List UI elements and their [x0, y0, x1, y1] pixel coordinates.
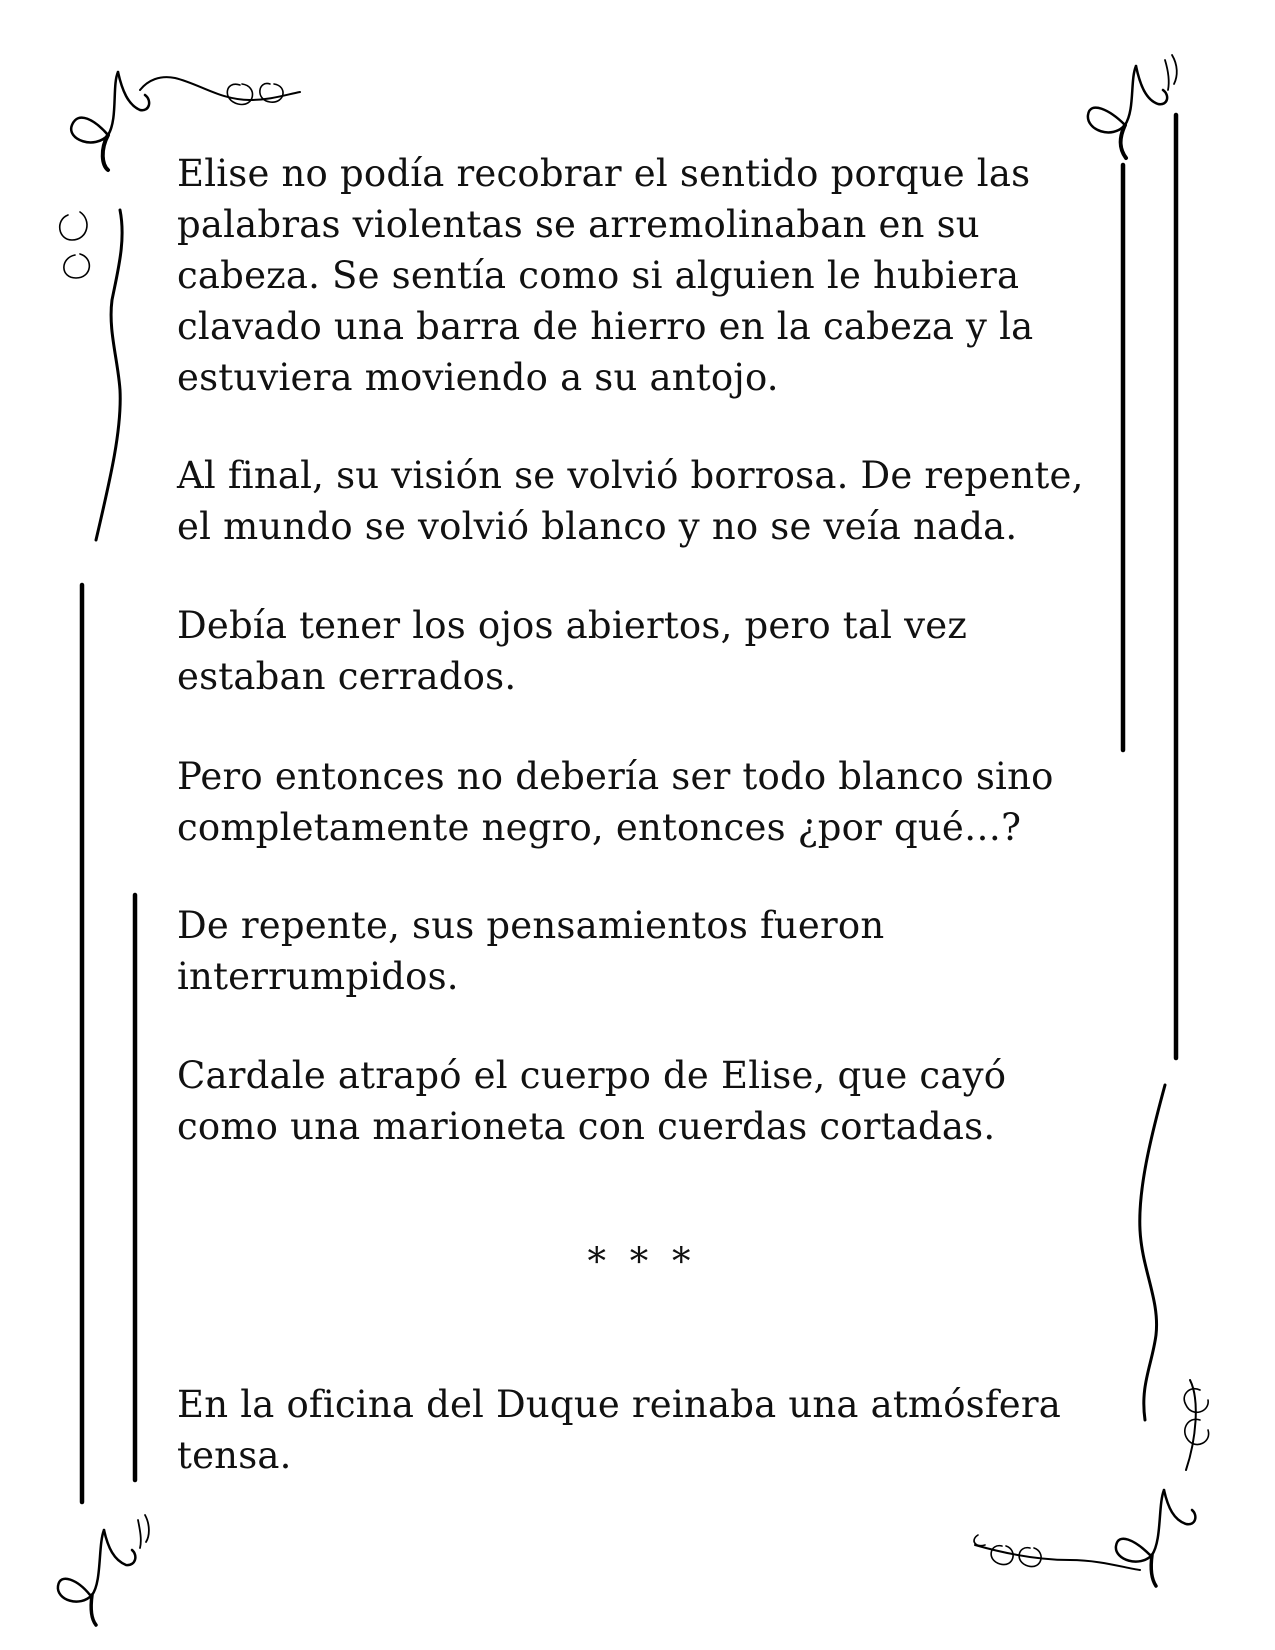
bottom-left-flourish-icon [58, 1515, 149, 1625]
top-right-flourish-icon [1088, 55, 1177, 158]
paragraph-6: Cardale atrapó el cuerpo de Elise, que cayó como una marioneta con cuerdas cortadas. [177, 1054, 1007, 1148]
paragraph-7: En la oficina del Duque reinaba una atmósfera tensa. [177, 1383, 1062, 1477]
bottom-right-flourish-icon [974, 1085, 1209, 1586]
paragraph-4: Pero entonces no debería ser todo blanco sino completamente negro, entonces ¿por qué…? [177, 755, 1054, 849]
scene-separator: * * * [587, 1240, 697, 1283]
paragraph-2: Al final, su visión se volvió borrosa. De repente, el mundo se volvió blanco y no se veía nada. [177, 454, 1084, 548]
paragraph-1: Elise no podía recobrar el sentido porque las palabras violentas se arremolinaban en su cabeza. Se sentía como si alguien le hubiera clavado una barra de hierro en la cabeza y la estuviera moviendo a su antojo. [177, 152, 1034, 399]
paragraph-3: Debía tener los ojos abiertos, pero tal vez estaban cerrados. [177, 604, 968, 698]
paragraph-5: De repente, sus pensamientos fueron interrumpidos. [177, 904, 885, 998]
